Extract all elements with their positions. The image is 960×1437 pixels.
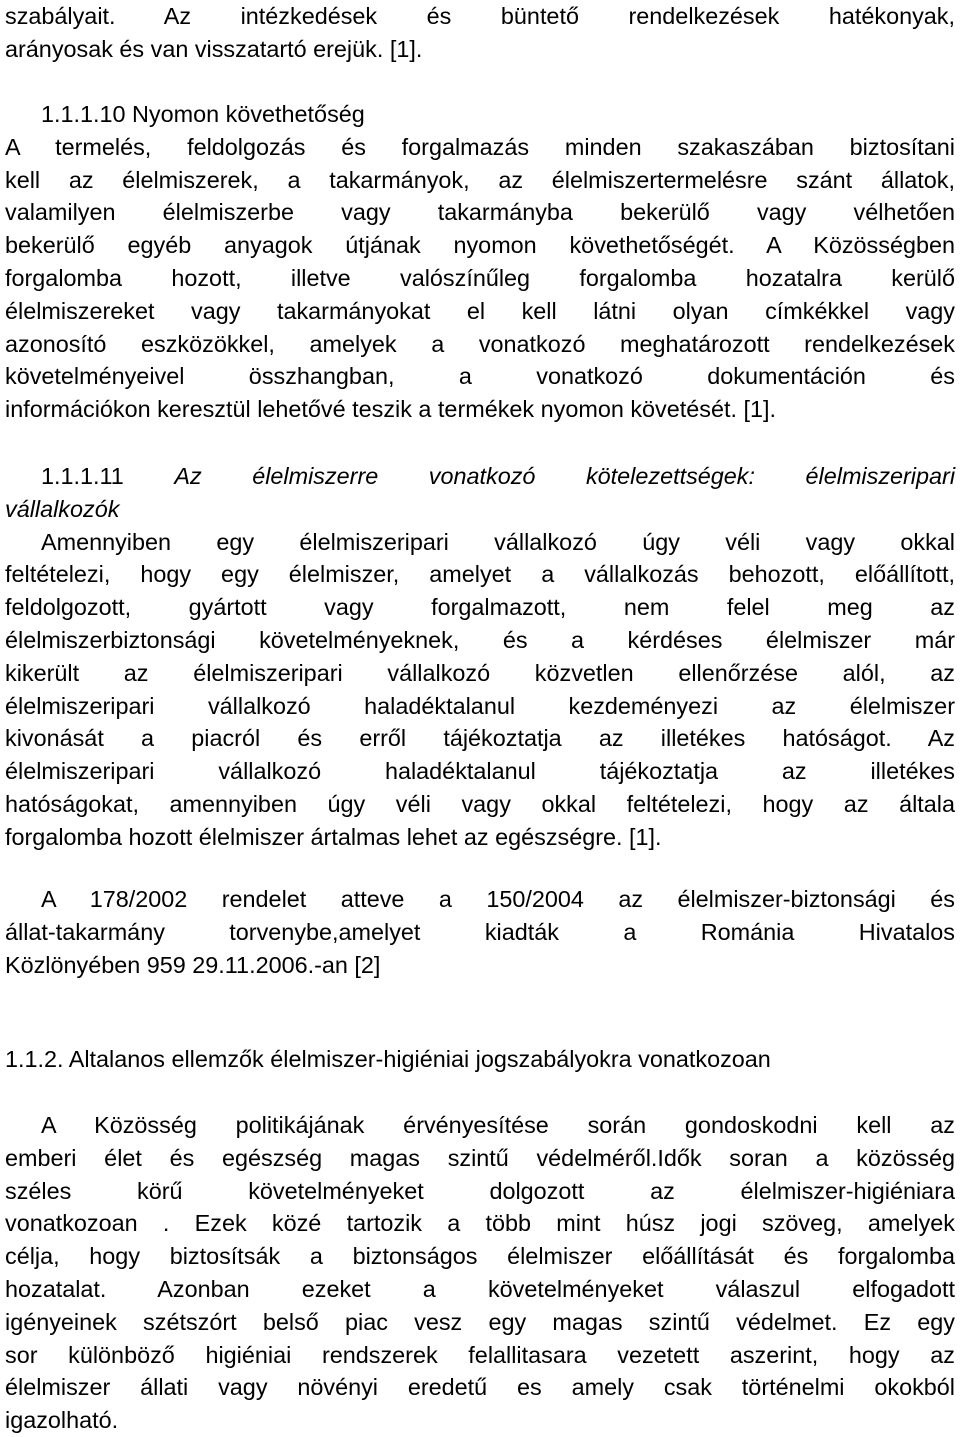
text-line: feldolgozott, gyártott vagy forgalmazott, nem felel meg az: [5, 594, 955, 621]
text-line: igényeinek szétszórt belső piac vesz egy magas szintű védelmet. Ez egy: [5, 1308, 955, 1335]
section-traceability: [5, 98, 955, 426]
text-line: élelmiszeripari vállalkozó haladéktalanul tájékoztatja az illetékes: [5, 758, 955, 785]
section-number: 1.1.1.11: [41, 463, 124, 489]
text-line: Amennyiben egy élelmiszeripari vállalkozó úgy véli vagy okkal: [41, 528, 955, 555]
section-heading: [5, 460, 955, 493]
text-line: forgalomba hozott, illetve valószínűleg forgalomba hozatalra kerülő: [5, 264, 955, 291]
text-line: kell az élelmiszerek, a takarmányok, az élelmiszertermelésre szánt állatok,: [5, 166, 955, 193]
text-line: követelményeivel összhangban, a vonatkozó dokumentáción és: [5, 363, 955, 390]
text-line: szabályait. Az intézkedések és büntető rendelkezések hatékonyak,: [5, 3, 955, 29]
section-heading-text: Az élelmiszerre vonatkozó kötelezettségek: élelmiszeripari: [174, 463, 956, 489]
text-line: széles körű követelményeket dolgozott az élelmiszer-higiéniara: [5, 1177, 955, 1204]
text-line: célja, hogy biztosítsák a biztonságos élelmiszer előállítását és forgalomba: [5, 1243, 955, 1270]
text-line: arányosak és van visszatartó erejük. [1].: [5, 35, 423, 62]
text-line: hozatalat. Azonban ezeket a követelményeket válaszul elfogadott: [5, 1275, 955, 1302]
text-line: A 178/2002 rendelet atteve a 150/2004 az élelmiszer-biztonsági és: [41, 886, 955, 912]
text-line: vonatkozoan . Ezek közé tartozik a több mint húsz jogi szöveg, amelyek: [5, 1210, 955, 1237]
section-heading-text: vállalkozók: [5, 495, 120, 522]
text-line: információkon keresztül lehetővé teszik a termékek nyomon követését. [1].: [5, 396, 776, 423]
section-hygiene-body: [5, 1109, 955, 1437]
section-hygiene-heading: [5, 1043, 955, 1076]
text-line: valamilyen élelmiszerbe vagy takarmányba bekerülő vagy vélhetően: [5, 199, 955, 226]
text-line: kivonását a piacról és erről tájékoztatja az illetékes hatóságot. Az: [5, 725, 955, 752]
section-heading: 1.1.2. Altalanos ellemzők élelmiszer-higiéniai jogszabályokra vonatkozoan: [5, 1046, 771, 1072]
text-line: A termelés, feldolgozás és forgalmazás minden szakaszában biztosítani: [5, 133, 955, 160]
section-obligations: [5, 460, 955, 854]
text-line: A Közösség politikájának érvényesítése során gondoskodni kell az: [41, 1112, 955, 1138]
text-line: Közlönyében 959 29.11.2006.-an [2]: [5, 951, 381, 978]
text-line: hatóságokat, amennyiben úgy véli vagy okkal feltételezi, hogy az általa: [5, 790, 955, 817]
text-line: élelmiszereket vagy takarmányokat el kell látni olyan címkékkel vagy: [5, 297, 955, 324]
text-line: igazolható.: [5, 1407, 119, 1434]
text-line: sor különböző higiéniai rendszerek felallitasara vezetett aszerint, hogy az: [5, 1341, 955, 1368]
text-line: bekerülő egyéb anyagok útjának nyomon követhetőségét. A Közösségben: [5, 232, 955, 259]
section-heading-continuation: [5, 493, 955, 526]
text-line: élelmiszeripari vállalkozó haladéktalanul kezdeményezi az élelmiszer: [5, 692, 955, 719]
text-line: forgalomba hozott élelmiszer ártalmas lehet az egészségre. [1].: [5, 823, 662, 850]
text-line: feltételezi, hogy egy élelmiszer, amelyet a vállalkozás behozott, előállított,: [5, 561, 955, 588]
text-line: állat-takarmány torvenybe,amelyet kiadták a Románia Hivatalos: [5, 918, 955, 945]
text-line: élelmiszer állati vagy növényi eredetű es amely csak történelmi okokból: [5, 1374, 955, 1401]
text-line: azonosító eszközökkel, amelyek a vonatkozó meghatározott rendelkezések: [5, 330, 955, 357]
text-line: élelmiszerbiztonsági követelményeknek, és a kérdéses élelmiszer már: [5, 626, 955, 653]
text-line: kikerült az élelmiszeripari vállalkozó közvetlen ellenőrzése alól, az: [5, 659, 955, 686]
decree-paragraph: [5, 883, 955, 981]
text-line: emberi élet és egészség magas szintű védelméről.Idők soran a közösség: [5, 1144, 955, 1171]
section-heading: 1.1.1.10 Nyomon követhetőség: [41, 101, 365, 127]
intro-paragraph: [5, 0, 955, 66]
